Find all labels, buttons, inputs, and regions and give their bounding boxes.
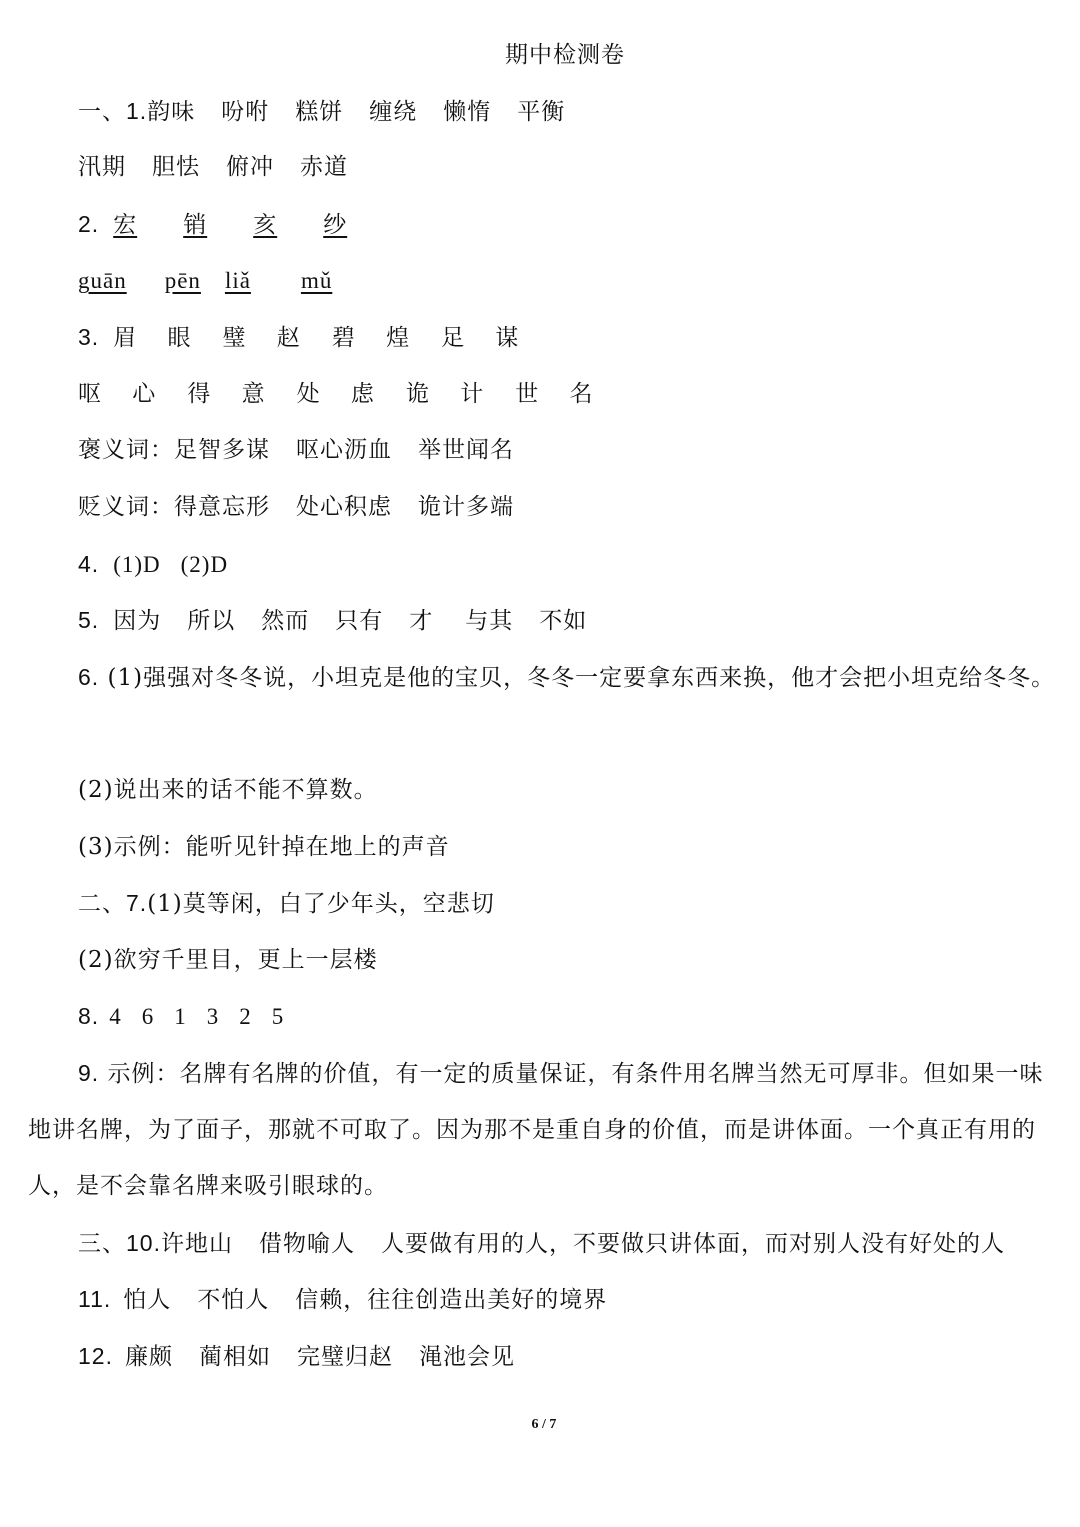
- q9-prefix: 9.: [78, 1060, 100, 1086]
- answer-text: 完璧归赵: [296, 1344, 393, 1370]
- word: 所以: [187, 608, 236, 634]
- idiom: 足智多谋: [174, 437, 270, 463]
- q3-line-2: [78, 377, 605, 411]
- answer-text: 廉颇: [124, 1344, 173, 1370]
- word: 汛期: [78, 154, 126, 180]
- char-pair: 璧 赵: [222, 325, 312, 351]
- answer: (1)D: [113, 552, 161, 577]
- word: 俯冲: [226, 154, 274, 180]
- word: 胆怯: [152, 154, 200, 180]
- q8-line: [78, 999, 284, 1034]
- q7-line-2: (2)欲穷千里目，更上一层楼: [78, 947, 378, 973]
- q5-prefix: 5.: [78, 607, 100, 633]
- underlined-pinyin: guān: [78, 268, 127, 293]
- word: 懒惰: [443, 99, 492, 125]
- order-number: 4: [109, 1004, 122, 1029]
- answer-text: 信赖，往往创造出美好的境界: [295, 1287, 608, 1313]
- order-number: 1: [174, 1004, 187, 1029]
- idiom: 处心积虑: [296, 494, 392, 520]
- word: 然而: [261, 608, 310, 634]
- q2-chars-line: [78, 207, 347, 242]
- q12-line: [78, 1339, 515, 1374]
- answer-text: 怕人: [123, 1287, 172, 1313]
- q1-line-1: [78, 94, 565, 129]
- label: 贬义词：: [78, 494, 174, 520]
- page-title: 期中检测卷: [505, 42, 625, 68]
- order-number: 6: [141, 1004, 155, 1029]
- underlined-pinyin: pēn: [164, 268, 201, 293]
- answer-text: 借物喻人: [258, 1231, 355, 1257]
- q6-answer-2: (2)说出来的话不能不算数。: [78, 777, 378, 803]
- idiom: 得意忘形: [174, 494, 270, 520]
- q6-answer-3: (3)示例：能听见针掉在地上的声音: [78, 834, 450, 860]
- underlined-char: 销: [183, 212, 208, 238]
- q11-line: [78, 1282, 607, 1317]
- order-number: 2: [239, 1004, 252, 1029]
- idiom: 举世闻名: [418, 437, 514, 463]
- q7-prefix: 二、7.: [78, 890, 148, 916]
- idiom: 呕心沥血: [296, 437, 392, 463]
- char-pair: 世 名: [515, 381, 605, 407]
- word: 不如: [539, 608, 588, 634]
- word: 平衡: [517, 99, 566, 125]
- q4-line: [78, 547, 228, 582]
- q7-line-1: [78, 886, 495, 921]
- word: 与其: [465, 608, 514, 634]
- word: 才: [409, 608, 434, 634]
- answer-text: 许地山: [160, 1231, 233, 1257]
- word: 缠绕: [369, 99, 418, 125]
- q3-prefix: 3.: [78, 324, 100, 350]
- char-pair: 得 意: [187, 381, 277, 407]
- q6-answer-1: [28, 649, 1058, 706]
- char-pair: 呕 心: [78, 381, 168, 407]
- underlined-char: 宏: [113, 212, 138, 238]
- word: 只有: [335, 608, 384, 634]
- order-number: 5: [271, 1004, 285, 1029]
- q12-prefix: 12.: [78, 1343, 113, 1369]
- q9-answer: [28, 1045, 1058, 1214]
- word: 因为: [113, 608, 162, 634]
- order-number: 3: [206, 1004, 220, 1029]
- q3-derogatory-line: [78, 490, 514, 524]
- q2-pinyin-line: [78, 264, 332, 298]
- q6-prefix: 6.: [78, 664, 100, 690]
- answer-text: 蔺相如: [198, 1344, 271, 1370]
- char-pair: 足 谋: [441, 325, 531, 351]
- q3-line-1: [78, 320, 530, 355]
- label: 褒义词：: [78, 437, 174, 463]
- page-number: 6 / 7: [531, 1417, 557, 1432]
- word: 糕饼: [295, 99, 344, 125]
- char-pair: 诡 计: [405, 381, 496, 407]
- q1-line-2: [78, 150, 348, 184]
- q8-prefix: 8.: [78, 1003, 100, 1029]
- q10-line: [78, 1226, 1005, 1261]
- q1-prefix: 一、1.: [78, 98, 148, 124]
- underlined-pinyin: mǔ: [300, 268, 333, 293]
- idiom: 诡计多端: [418, 494, 514, 520]
- answer-text: 人要做有用的人，不要做只讲体面，而对别人没有好处的人: [380, 1231, 1005, 1257]
- underlined-char: 亥: [253, 212, 278, 238]
- q11-prefix: 11.: [78, 1286, 112, 1312]
- word: 吩咐: [221, 99, 270, 125]
- q3-commendatory-line: [78, 433, 514, 467]
- answer-text: (1)强强对冬冬说，小坦克是他的宝贝，冬冬一定要拿东西来换，他才会把小坦克给冬冬。: [107, 665, 1056, 691]
- answer-text: (1)莫等闲，白了少年头，空悲切: [147, 891, 495, 917]
- answer: (2)D: [180, 552, 229, 577]
- q5-line: [78, 603, 587, 638]
- q10-prefix: 三、10.: [78, 1230, 161, 1256]
- q2-prefix: 2.: [78, 211, 100, 237]
- char-pair: 处 虑: [296, 381, 386, 407]
- word: 韵味: [147, 99, 196, 125]
- underlined-pinyin: liǎ: [224, 268, 251, 293]
- word: 赤道: [300, 154, 348, 180]
- answer-text: 示例：名牌有名牌的价值，有一定的质量保证，有条件用名牌当然无可厚非。但如果一味地讲名牌，为了面子，那就不可取了。因为那不是重自身的价值，而是讲体面。一个真正有用的人，是不会靠名牌来吸引眼球的。: [28, 1061, 1044, 1199]
- char-pair: 眉 眼: [113, 325, 203, 351]
- answer-text: 渑池会见: [418, 1344, 515, 1370]
- underlined-char: 纱: [323, 212, 348, 238]
- char-pair: 碧 煌: [331, 325, 422, 351]
- answer-text: 不怕人: [197, 1287, 270, 1313]
- q4-prefix: 4.: [78, 551, 100, 577]
